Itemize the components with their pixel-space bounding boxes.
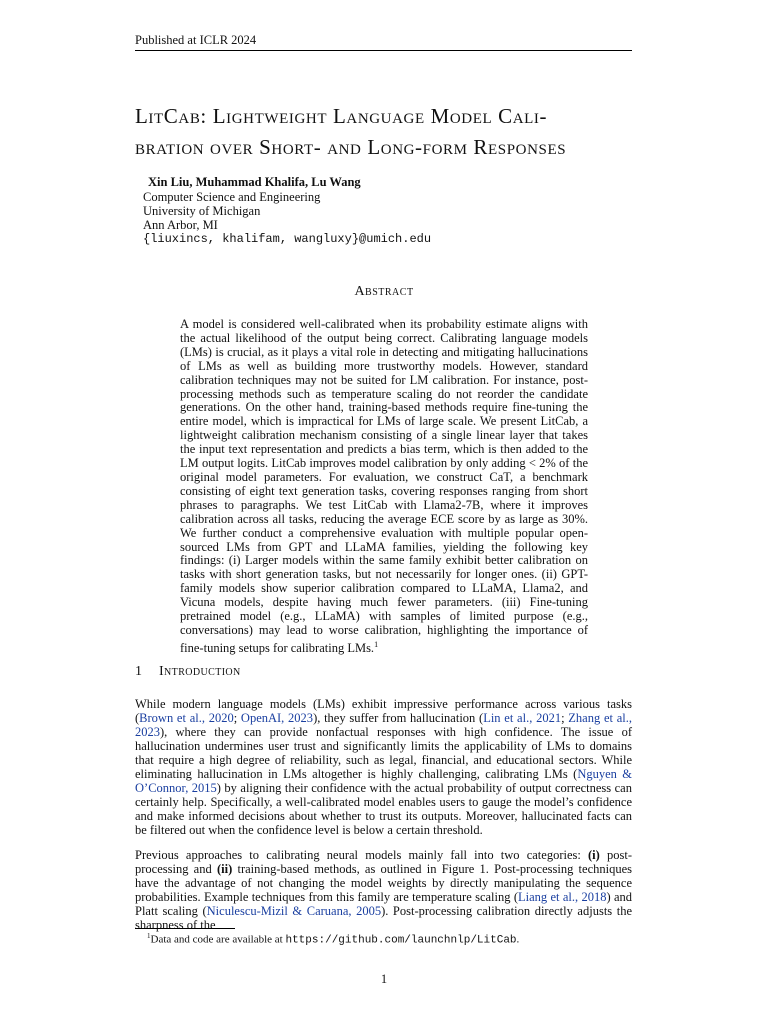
footnote-url-link[interactable]: https://github.com/launchnlp/LitCab [285, 934, 517, 947]
text: ) by aligning their confidence with the actual probability of output correctness can certainly help. Specifically, a well-calibrated model enables users to gauge the model’s confidence and make informed decisions about whether to trust its outputs. Moreover, hallucinated facts can be filtered out when the confidence level is below a certain threshold. [135, 781, 632, 837]
citation-link[interactable]: Nguyen & O’Connor, 2015 [135, 767, 632, 795]
text: ), where they can provide nonfactual responses with high confidence. The issue of hallucination undermines user trust and significantly limits the applicability of LMs to domains that require a high degree of reliability, such as legal, financial, and educational sectors. While eliminating hallucination in LMs altogether is highly challenging, calibrating LMs ( [135, 725, 632, 781]
abstract-heading: Abstract [354, 284, 414, 299]
footnote-mark: 1 [147, 932, 151, 940]
abstract-body [180, 318, 588, 656]
paper-title [135, 101, 632, 163]
text: ) and Platt scaling ( [135, 890, 632, 918]
text: ; [233, 711, 241, 725]
author-list: Xin Liu, Muhammad Khalifa, Lu Wang [148, 175, 361, 189]
running-header: Published at ICLR 2024 [135, 33, 257, 47]
citation-link[interactable]: Zhang et al., 2023 [135, 711, 632, 739]
citation-link[interactable]: Brown et al., 2020 [139, 711, 234, 725]
bold-marker: (ii) [216, 862, 233, 876]
affiliation-univ: University of Michigan [143, 204, 261, 218]
affiliation-dept: Computer Science and Engineering [143, 190, 321, 204]
intro-paragraph-1 [135, 697, 632, 837]
text: ), they suffer from hallucination ( [313, 711, 484, 725]
footnote-rule [135, 928, 235, 929]
footnote-end: . [516, 933, 520, 946]
footnote-text: Data and code are available at [150, 933, 286, 946]
section-title: Introduction [159, 664, 241, 679]
citation-link[interactable]: OpenAI, 2023 [240, 711, 314, 725]
text: ; [561, 711, 569, 725]
section-number: 1 [135, 664, 143, 679]
text: While modern language models (LMs) exhibit impressive performance across various tasks ( [135, 697, 632, 725]
citation-link[interactable]: Lin et al., 2021 [483, 711, 562, 725]
text: ). Post-processing calibration directly adjusts the sharpness of the [135, 904, 632, 932]
text: training-based methods, as outlined in Figure 1. Post-processing techniques have the advantage of not changing the model weights by directly manipulating the sequence probabilities. Example techniques from this family are temperature scaling ( [135, 862, 632, 904]
section-heading-introduction [135, 664, 241, 680]
header-rule [135, 50, 632, 51]
title-line-2: bration over Short- and Long-form Responses [135, 135, 567, 159]
title-line-1: LitCab: Lightweight Language Model Cali- [135, 104, 548, 128]
footnote [147, 932, 519, 947]
abstract-text: A model is considered well-calibrated when its probability estimate aligns with the actual likelihood of the output being correct. Calibrating language models (LMs) is crucial, as it plays a vital role in detecting and mitigating hallucinations of LMs as well as building more trustworthy models. However, standard calibration techniques may not be suited for LM calibration. For instance, post-processing methods such as temperature scaling do not reorder the candidate generations. On the other hand, training-based methods require fine-tuning the entire model, which is impractical for LMs of large scale. We present LitCab, a lightweight calibration mechanism consisting of a single linear layer that takes the input text representation and predicts a bias term, which is then added to the LM output logits. LitCab improves model calibration by only adding < 2% of the original model parameters. For evaluation, we construct CaT, a benchmark consisting of eight text generation tasks, covering responses ranging from short phrases to paragraphs. We test LitCab with Llama2-7B, where it improves calibration across all tasks, reducing the average ECE score by as large as 30%. We further conduct a comprehensive evaluation with multiple popular open-sourced LMs from GPT and LLaMA families, yielding the following key findings: (i) Larger models within the same family exhibit better calibration on tasks with short generation tasks, but not necessarily for longer ones. (ii) GPT-family models show superior calibration compared to LLaMA, Llama2, and Vicuna models, despite having much fewer parameters. (iii) Fine-tuning pretrained model (e.g., LLaMA) with samples of limited purpose (e.g., conversations) may lead to worse calibration, highlighting the importance of fine-tuning setups for calibrating LMs. [180, 317, 588, 655]
citation-link[interactable]: Liang et al., 2018 [518, 890, 607, 904]
text: post-processing and [135, 848, 632, 876]
affiliation-city: Ann Arbor, MI [143, 218, 218, 232]
author-emails: {liuxincs, khalifam, wangluxy}@umich.edu [143, 232, 432, 246]
bold-marker: (i) [588, 848, 600, 862]
page-number: 1 [380, 972, 388, 986]
abstract-footnote-mark: 1 [374, 639, 379, 649]
text: Previous approaches to calibrating neural models mainly fall into two categories: [135, 848, 589, 862]
citation-link[interactable]: Niculescu-Mizil & Caruana, 2005 [206, 904, 382, 918]
intro-paragraph-2 [135, 848, 632, 932]
